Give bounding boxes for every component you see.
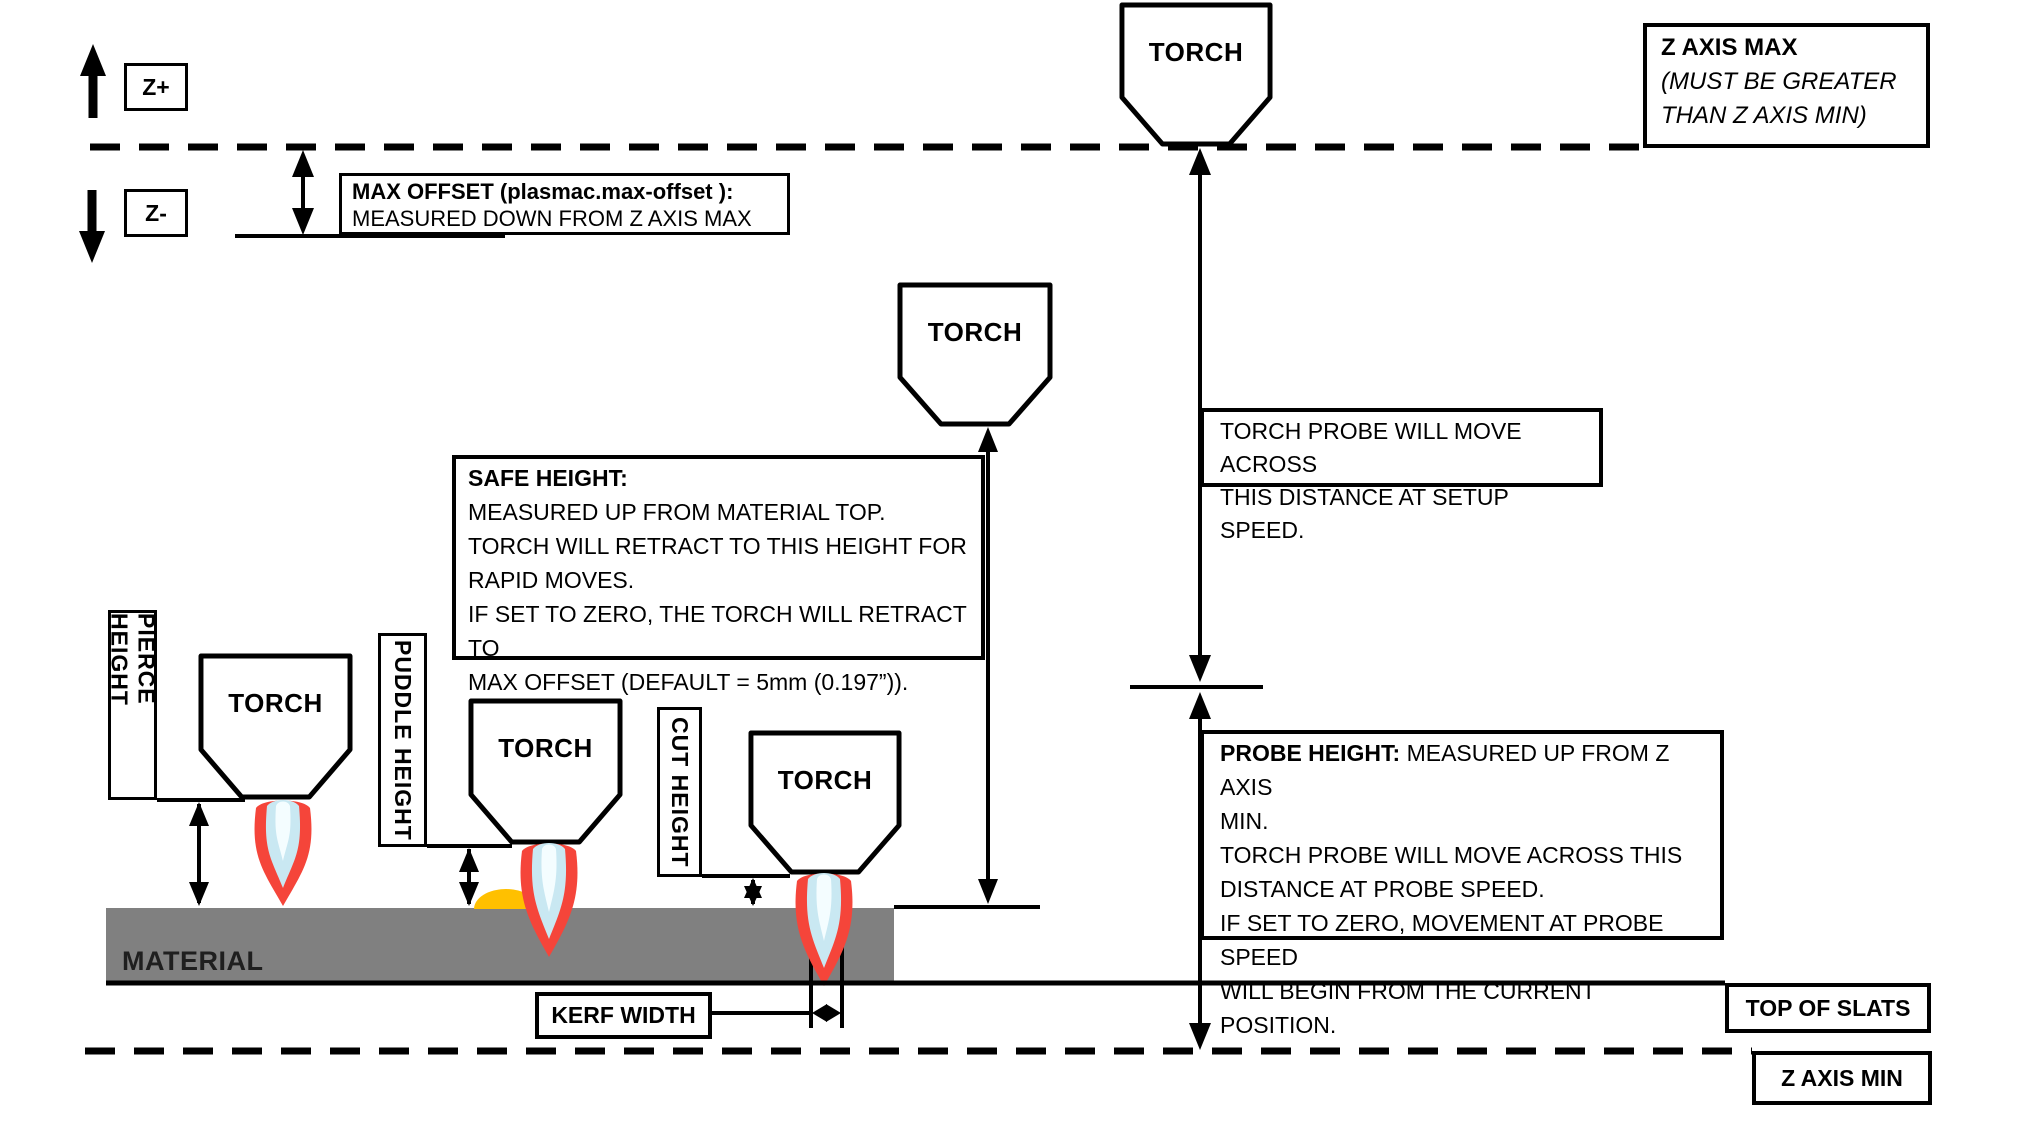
torch-probe-line1: TORCH PROBE WILL MOVE ACROSS <box>1220 418 1522 477</box>
z-axis-min-label: Z AXIS MIN <box>1781 1064 1903 1091</box>
probe-height-line: DISTANCE AT PROBE SPEED. <box>1220 876 1545 902</box>
z-axis-max-title: Z AXIS MAX <box>1661 34 1798 61</box>
probe-height-line: WILL BEGIN FROM THE CURRENT POSITION. <box>1220 978 1596 1038</box>
material-label: MATERIAL <box>122 946 264 976</box>
top-of-slats-box <box>1725 983 1931 1033</box>
safe-height-box <box>452 455 985 695</box>
torch-label: TORCH <box>777 764 873 795</box>
z-plus-label: Z+ <box>142 73 170 100</box>
probe-height-title-rest: MEASURED UP FROM Z AXIS <box>1220 740 1670 800</box>
safe-height-line: TORCH WILL RETRACT TO THIS HEIGHT FOR <box>468 533 967 559</box>
safe-height-line: IF SET TO ZERO, THE TORCH WILL RETRACT TO <box>468 601 967 661</box>
torch-label: TORCH <box>927 316 1023 347</box>
kerf-width-label: KERF WIDTH <box>551 1002 696 1028</box>
torch-at-cut-height <box>748 730 902 875</box>
torch-outline <box>198 653 353 800</box>
probe-height-line1 <box>1220 736 1704 804</box>
molten-puddle <box>474 889 538 909</box>
safe-height-line: RAPID MOVES. <box>468 567 635 593</box>
torch-at-safe-height <box>897 282 1053 427</box>
torch-at-pierce-height <box>198 653 353 800</box>
torch-at-puddle-height <box>468 698 623 845</box>
torch-outline <box>897 282 1053 427</box>
kerf-width-box <box>535 992 712 1039</box>
z-axis-max-sub2: THAN Z AXIS MIN) <box>1661 102 1867 129</box>
torch-label: TORCH <box>1148 36 1244 67</box>
z-axis-max-sub1: (MUST BE GREATER <box>1661 68 1897 95</box>
torch-outline <box>1119 2 1273 147</box>
torch-outline <box>468 698 623 845</box>
kerf-width-measure-arrow <box>812 1004 841 1022</box>
torch-probe-line2: THIS DISTANCE AT SETUP SPEED. <box>1220 484 1509 543</box>
max-offset-line1: MAX OFFSET (plasmac.max-offset ): <box>352 179 734 204</box>
pierce-height-measure-arrow <box>189 802 209 906</box>
puddle-height-measure-arrow <box>459 848 479 906</box>
cut-height-text: CUT HEIGHT <box>667 716 693 868</box>
max-offset-line2: MEASURED DOWN FROM Z AXIS MAX <box>352 206 752 231</box>
probe-height-line: MIN. <box>1220 808 1269 834</box>
probe-height-line: IF SET TO ZERO, MOVEMENT AT PROBE SPEED <box>1220 910 1664 970</box>
probe-height-title: PROBE HEIGHT: <box>1220 740 1401 766</box>
probe-height-box <box>1200 730 1724 1038</box>
safe-height-line: MAX OFFSET (DEFAULT = 5mm (0.197”)). <box>468 669 909 695</box>
material-slab <box>106 908 894 983</box>
safe-height-line: MEASURED UP FROM MATERIAL TOP. <box>468 499 886 525</box>
probe-height-line: TORCH PROBE WILL MOVE ACROSS THIS <box>1220 842 1683 868</box>
z-plus-box <box>124 63 188 111</box>
z-axis-max-box <box>1643 23 1930 148</box>
z-plus-arrow-icon <box>80 44 106 118</box>
pierce-height-text: PIERCE HEIGHT <box>106 613 160 706</box>
top-of-slats-label: TOP OF SLATS <box>1745 994 1911 1021</box>
torch-label: TORCH <box>498 733 593 764</box>
z-minus-label: Z- <box>145 199 167 226</box>
z-minus-box <box>124 189 188 237</box>
pierce-flame-icon <box>255 800 312 906</box>
max-offset-measure-arrow <box>292 150 314 235</box>
torch-at-z-max <box>1119 2 1273 147</box>
safe-height-title: SAFE HEIGHT: <box>468 465 628 491</box>
z-minus-arrow-icon <box>79 190 105 263</box>
torch-label: TORCH <box>228 688 323 719</box>
max-offset-box <box>339 173 790 235</box>
torch-outline <box>748 730 902 875</box>
puddle-height-label <box>378 633 427 847</box>
cut-height-measure-arrow <box>744 878 762 906</box>
z-axis-min-box <box>1752 1051 1932 1105</box>
cut-height-label <box>657 707 702 877</box>
puddle-height-text: PUDDLE HEIGHT <box>390 639 416 841</box>
torch-probe-setup-box <box>1200 408 1603 543</box>
pierce-height-label <box>106 610 160 800</box>
